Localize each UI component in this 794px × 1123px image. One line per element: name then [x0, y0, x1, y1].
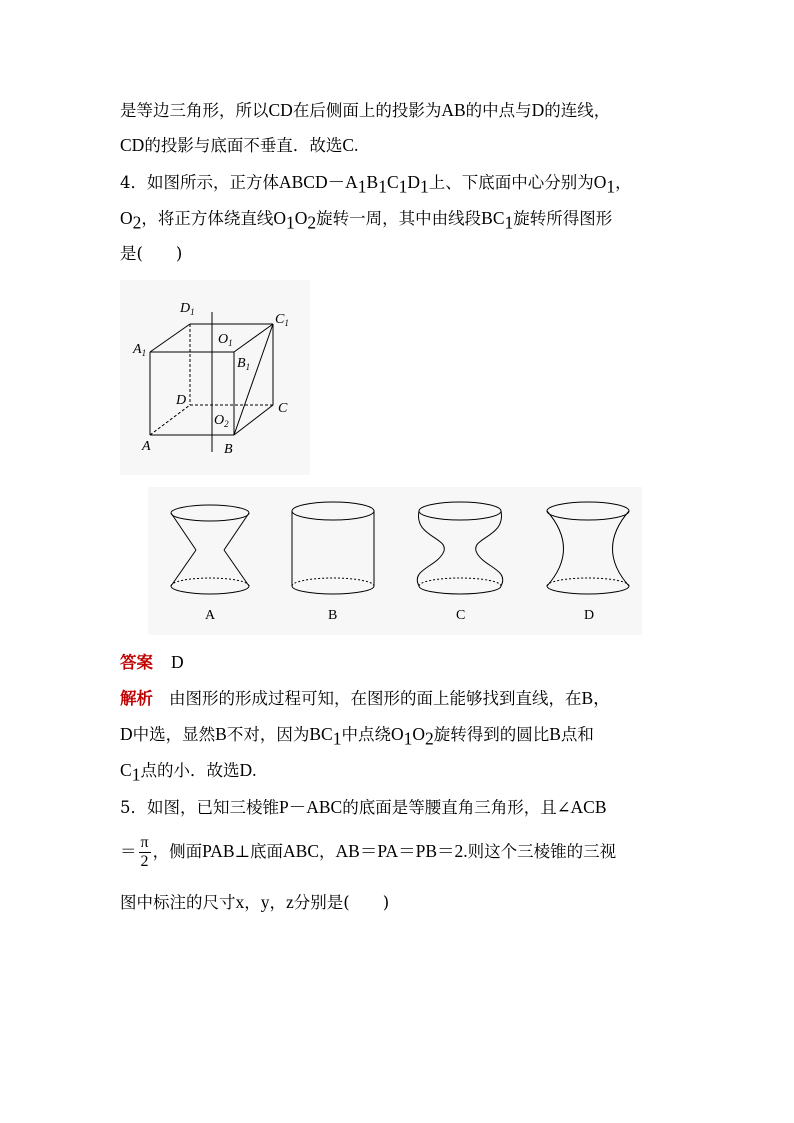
subscript: 1	[398, 176, 408, 197]
analysis-line-3	[120, 759, 257, 785]
text: 是( )	[120, 244, 183, 263]
option-c-label: C	[456, 608, 466, 623]
label-b: B	[224, 442, 233, 457]
text: B	[366, 172, 379, 192]
text: BC	[481, 208, 505, 228]
subscript: 1	[357, 176, 367, 197]
text: 的底面是等腰直角三角形，且∠	[342, 798, 571, 817]
text: O	[294, 208, 308, 228]
subscript: 2	[424, 728, 434, 749]
text: CD	[120, 135, 145, 155]
text: 点和	[560, 725, 594, 744]
text: 中点绕	[341, 725, 391, 744]
text: ABC	[283, 841, 320, 861]
subscript: 2	[132, 212, 142, 233]
option-a-label: A	[205, 608, 216, 623]
label-b1: $B_1$	[237, 356, 251, 372]
answer-value: D	[171, 652, 184, 672]
subscript: 1	[420, 176, 429, 197]
label-a: A	[142, 439, 151, 454]
text: AB＝PA＝PB＝2.	[335, 841, 468, 861]
text: O	[412, 724, 425, 744]
text: ACB	[570, 797, 607, 817]
subscript: 2	[307, 212, 317, 233]
text: ⊥底面	[234, 842, 284, 861]
text: ，侧面	[152, 842, 203, 861]
text: C	[120, 760, 132, 780]
text: 的连线，	[544, 101, 611, 120]
text: O	[273, 208, 287, 228]
option-figures	[148, 487, 642, 635]
text: 则这个三棱锥的三视	[467, 842, 617, 861]
label-d1: $D_1$	[180, 301, 195, 317]
text: O	[593, 172, 607, 192]
subscript: 1	[403, 728, 413, 749]
text: 在后侧面上的投影为	[292, 101, 442, 120]
text: ，将正方体绕直线	[141, 209, 274, 228]
q5-line-2	[120, 832, 616, 871]
q5-line-3	[120, 891, 389, 914]
text: BC	[309, 724, 333, 744]
text: 旋转得到的圆比	[433, 725, 550, 744]
text: ，	[269, 893, 286, 912]
text: O	[120, 208, 133, 228]
text: 点的小．故选	[140, 761, 240, 780]
label-o1: $O_1$	[218, 332, 233, 348]
text: D	[120, 724, 133, 744]
subscript: 1	[332, 728, 342, 749]
label-c1: $C_1$	[275, 312, 289, 328]
text: O	[390, 724, 404, 744]
analysis-label: 解析	[120, 689, 153, 708]
fraction-denominator: 2	[140, 853, 149, 870]
text: ，	[319, 842, 336, 861]
text: 5．如图，已知三棱锥	[120, 798, 279, 817]
text: 分别是( )	[293, 893, 390, 912]
option-d-label: D	[584, 608, 595, 623]
subscript: 1	[504, 212, 514, 233]
text: P－ABC	[279, 797, 343, 817]
label-c: C	[278, 401, 288, 416]
text: 的中点与	[465, 101, 532, 120]
text: PAB	[202, 841, 235, 861]
analysis-line-1	[120, 687, 611, 710]
subscript: 1	[606, 176, 616, 197]
text: 图中标注的尺寸	[120, 893, 236, 912]
text-line-1	[120, 99, 610, 122]
text: B	[549, 724, 561, 744]
analysis-line-2	[120, 723, 594, 749]
text: AB	[441, 100, 466, 120]
text: x	[235, 892, 245, 912]
answer-line	[120, 651, 184, 674]
q4-line-1	[120, 171, 632, 197]
subscript: 1	[131, 764, 141, 785]
q4-line-3	[120, 243, 182, 265]
fraction-numerator: π	[140, 834, 149, 851]
label-o2: $O_2$	[214, 413, 229, 429]
text: ABCD－A	[279, 172, 358, 192]
text: C	[386, 172, 399, 192]
subscript: 1	[286, 212, 295, 233]
subscript: 1	[378, 176, 387, 197]
text: 不对，因为	[226, 725, 310, 744]
text: B	[215, 724, 227, 744]
text: 4．如图所示，正方体	[120, 173, 279, 192]
fraction-pi-over-2	[139, 834, 151, 871]
text: 旋转所得图形	[513, 209, 613, 228]
text: 的投影与底面不垂直．故选	[144, 136, 343, 155]
text: 旋转一周，其中由线段	[316, 209, 482, 228]
option-b-label: B	[328, 608, 338, 623]
text: ，	[615, 173, 632, 192]
text: 中选，显然	[132, 725, 216, 744]
q4-line-2	[120, 207, 613, 233]
text: 由图形的形成过程可知，在图形的面上能够找到直线，在	[169, 689, 582, 708]
label-a1: $A_1$	[133, 342, 147, 358]
cube-figure	[120, 280, 310, 475]
text: 上、下底面中心分别为	[428, 173, 594, 192]
text: z	[286, 892, 294, 912]
text: D.	[239, 760, 257, 780]
text: D	[407, 172, 421, 192]
label-d: D	[176, 393, 187, 408]
text: ，	[244, 893, 261, 912]
text: y	[260, 892, 270, 912]
text: C.	[342, 135, 359, 155]
text-line-2	[120, 134, 358, 157]
figure-background	[148, 487, 642, 635]
answer-label: 答案	[120, 653, 153, 672]
text: D	[531, 100, 545, 120]
text: B，	[581, 688, 611, 708]
q5-line-1	[120, 796, 607, 819]
text: CD	[268, 100, 293, 120]
text: 是等边三角形，所以	[120, 101, 269, 120]
text: ＝	[120, 842, 137, 861]
